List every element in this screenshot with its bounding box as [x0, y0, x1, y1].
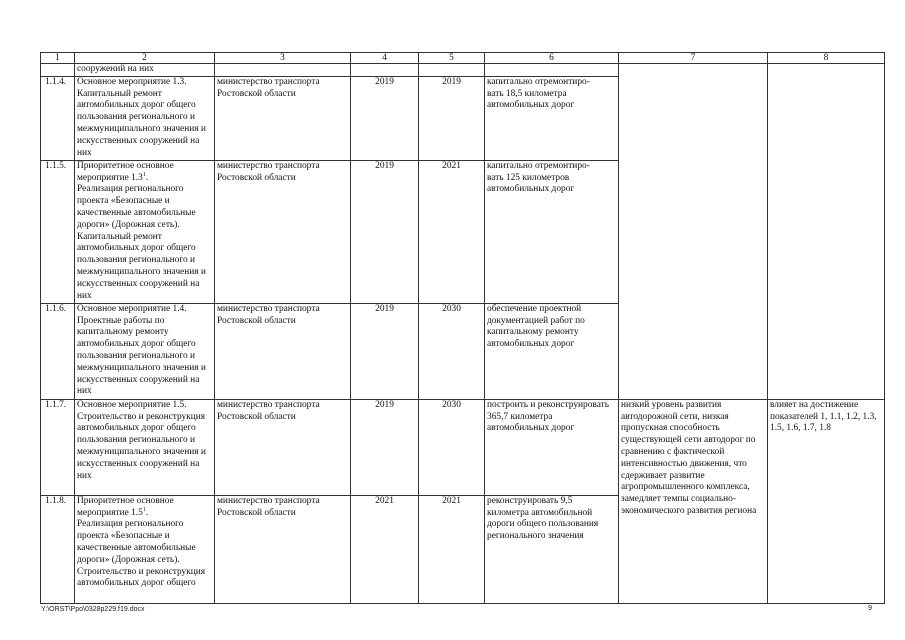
consequences: низкий уровень развития автодорожной сети, низкая пропускная способность существующей сети автодорог по сравнению с фактической интенсивностью движения, что сдерживает развитие агропромышленного комплекса, замедляет темпы социально-экономического развития региона [619, 399, 768, 603]
empty-consequences-cell-top [619, 64, 768, 400]
column-number-row [41, 53, 885, 64]
end-year: 2030 [419, 303, 485, 399]
page-number: 9 [868, 605, 872, 612]
empty-indicators-cell-top [768, 64, 885, 400]
activity-title: Приоритетное основное мероприятие $1.5^1$. Реализация регионального проекта «Безопасные и качественные автомобильные дороги» (Дорожная сеть). Строительство и реконструкция автомобильных дорог общего [75, 495, 215, 603]
activity-title: Приоритетное основное мероприятие $1.3^1$. Реализация регионального проекта «Безопасные и качественные автомобильные дороги» (Дорожная сеть). Капитальный ремонт автомобильных дорог общего пользования регионального и межмуниципального значения и искусственных сооружений на них [75, 160, 215, 303]
table-row [41, 399, 885, 495]
col-number-3: 3 [215, 53, 351, 64]
start-year: 2019 [351, 76, 419, 160]
row-number: 1.1.8. [41, 495, 75, 603]
col-number-4: 4 [351, 53, 419, 64]
activity-title: Основное мероприятие 1.3. Капитальный ремонт автомобильных дорог общего пользования регионального и межмуниципального значения и искусственных сооружений на них [75, 76, 215, 160]
col-number-1: 1 [41, 53, 75, 64]
expected-result: построить и реконструировать 365,7 километра автомобильных дорог [485, 399, 619, 495]
row-number: 1.1.4. [41, 76, 75, 160]
col-number-7: 7 [619, 53, 768, 64]
start-year: 2019 [351, 160, 419, 303]
end-year: 2019 [419, 76, 485, 160]
continuation-row [41, 64, 885, 77]
executor: министерство транспорта Ростовской области [215, 160, 351, 303]
start-year: 2021 [351, 495, 419, 603]
indicators: влияет на достижение показателей 1, 1.1, 1.2, 1.3, 1.5, 1.6, 1.7, 1.8 [768, 399, 885, 603]
row-number: 1.1.5. [41, 160, 75, 303]
end-year: 2030 [419, 399, 485, 495]
expected-result: обеспечение проектной документацией работ по капитальному ремонту автомобильных дорог [485, 303, 619, 399]
col-number-2: 2 [75, 53, 215, 64]
col-number-5: 5 [419, 53, 485, 64]
end-year: 2021 [419, 160, 485, 303]
col-number-6: 6 [485, 53, 619, 64]
executor: министерство транспорта Ростовской области [215, 303, 351, 399]
activity-title: Основное мероприятие 1.5. Строительство и реконструкция автомобильных дорог общего пользования регионального и межмуниципального значения и искусственных сооружений на них [75, 399, 215, 495]
expected-result: капитально отремонтиро- вать 125 километров автомобильных дорог [485, 160, 619, 303]
expected-result: реконструировать 9,5 километра автомобильной дороги общего пользования регионального значения [485, 495, 619, 603]
activity-title: Основное мероприятие 1.4. Проектные работы по капитальному ремонту автомобильных дорог общего пользования регионального и межмуниципального значения и искусственных сооружений на них [75, 303, 215, 399]
file-path: Y:\ORST\Ppo\0328p229.f19.docx [41, 606, 145, 613]
executor: министерство транспорта Ростовской области [215, 399, 351, 495]
continuation-text: сооружений на них [75, 64, 215, 77]
start-year: 2019 [351, 399, 419, 495]
row-number: 1.1.7. [41, 399, 75, 495]
end-year: 2021 [419, 495, 485, 603]
row-number: 1.1.6. [41, 303, 75, 399]
program-activities-table [40, 52, 885, 604]
expected-result: капитально отремонтиро- вать 18,5 километра автомобильных дорог [485, 76, 619, 160]
col-number-8: 8 [768, 53, 885, 64]
executor: министерство транспорта Ростовской области [215, 76, 351, 160]
executor: министерство транспорта Ростовской области [215, 495, 351, 603]
start-year: 2019 [351, 303, 419, 399]
